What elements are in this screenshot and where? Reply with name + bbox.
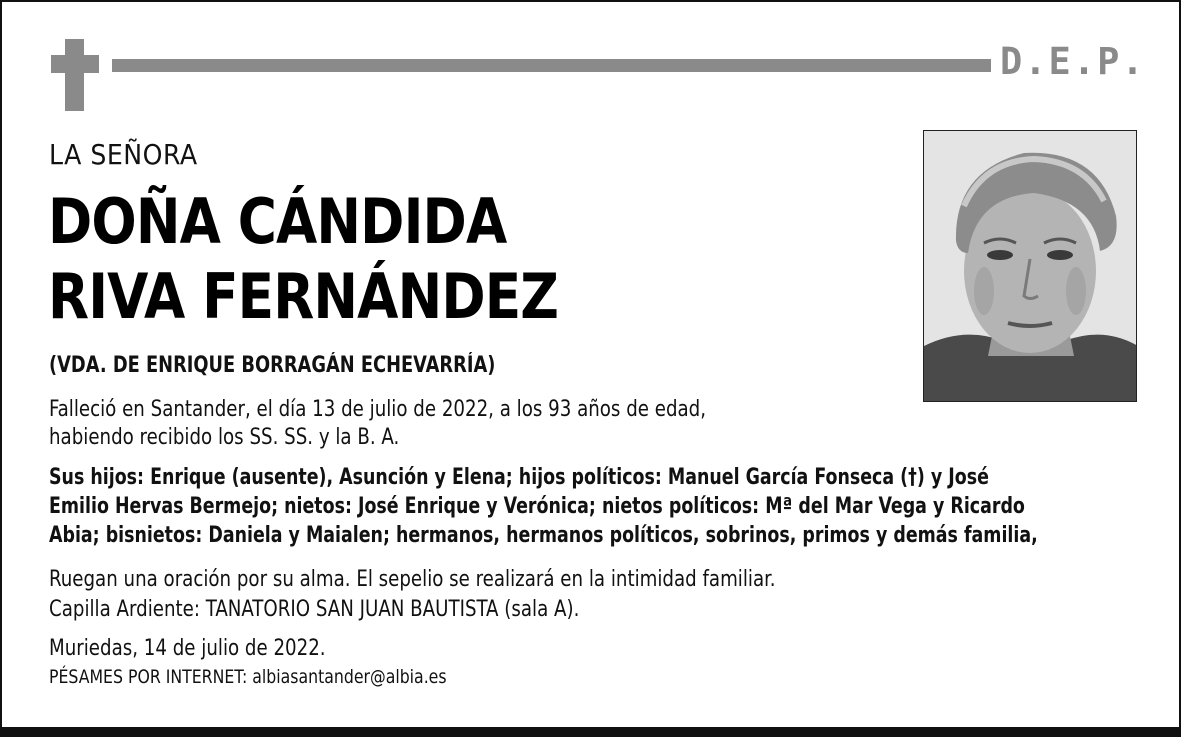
death-details-line-2: habiendo recibido los SS. SS. y la B. A. (49, 425, 400, 450)
header-rule (112, 59, 991, 72)
condolences-contact: PÉSAMES POR INTERNET: albiasantander@albia.es (49, 666, 447, 688)
deceased-name-line-1: DOÑA CÁNDIDA (48, 185, 507, 258)
family-line: Abia; bisnietos: Daniela y Maialen; hermanos, hermanos políticos, sobrinos, primos y demás familia, (49, 523, 1038, 548)
portrait-icon (924, 131, 1137, 402)
death-details-line-1: Falleció en Santander, el día 13 de julio de 2022, a los 93 años de edad, (49, 397, 707, 422)
cross-icon (65, 39, 84, 111)
cross-icon-arm (51, 55, 99, 73)
prayer-request: Ruegan una oración por su alma. El sepelio se realizará en la intimidad familiar. (49, 567, 776, 592)
honorific: LA SEÑORA (49, 138, 198, 171)
family-line: Emilio Hervas Bermejo; nietos: José Enrique y Verónica; nietos políticos: Mª del Mar Vega y Ricardo (49, 494, 1025, 519)
deceased-name-line-2: RIVA FERNÁNDEZ (48, 260, 559, 333)
widow-of: (VDA. DE ENRIQUE BORRAGÁN ECHEVARRÍA) (49, 353, 496, 378)
family-list (49, 463, 1105, 550)
dep-heading: D.E.P. (1000, 40, 1146, 83)
place-and-date: Muriedas, 14 de julio de 2022. (49, 636, 326, 661)
portrait-photo (923, 130, 1137, 402)
funeral-chapel: Capilla Ardiente: TANATORIO SAN JUAN BAUTISTA (sala A). (49, 597, 580, 622)
family-line: Sus hijos: Enrique (ausente), Asunción y Elena; hijos políticos: Manuel García Fonseca (†) y José (49, 465, 989, 490)
